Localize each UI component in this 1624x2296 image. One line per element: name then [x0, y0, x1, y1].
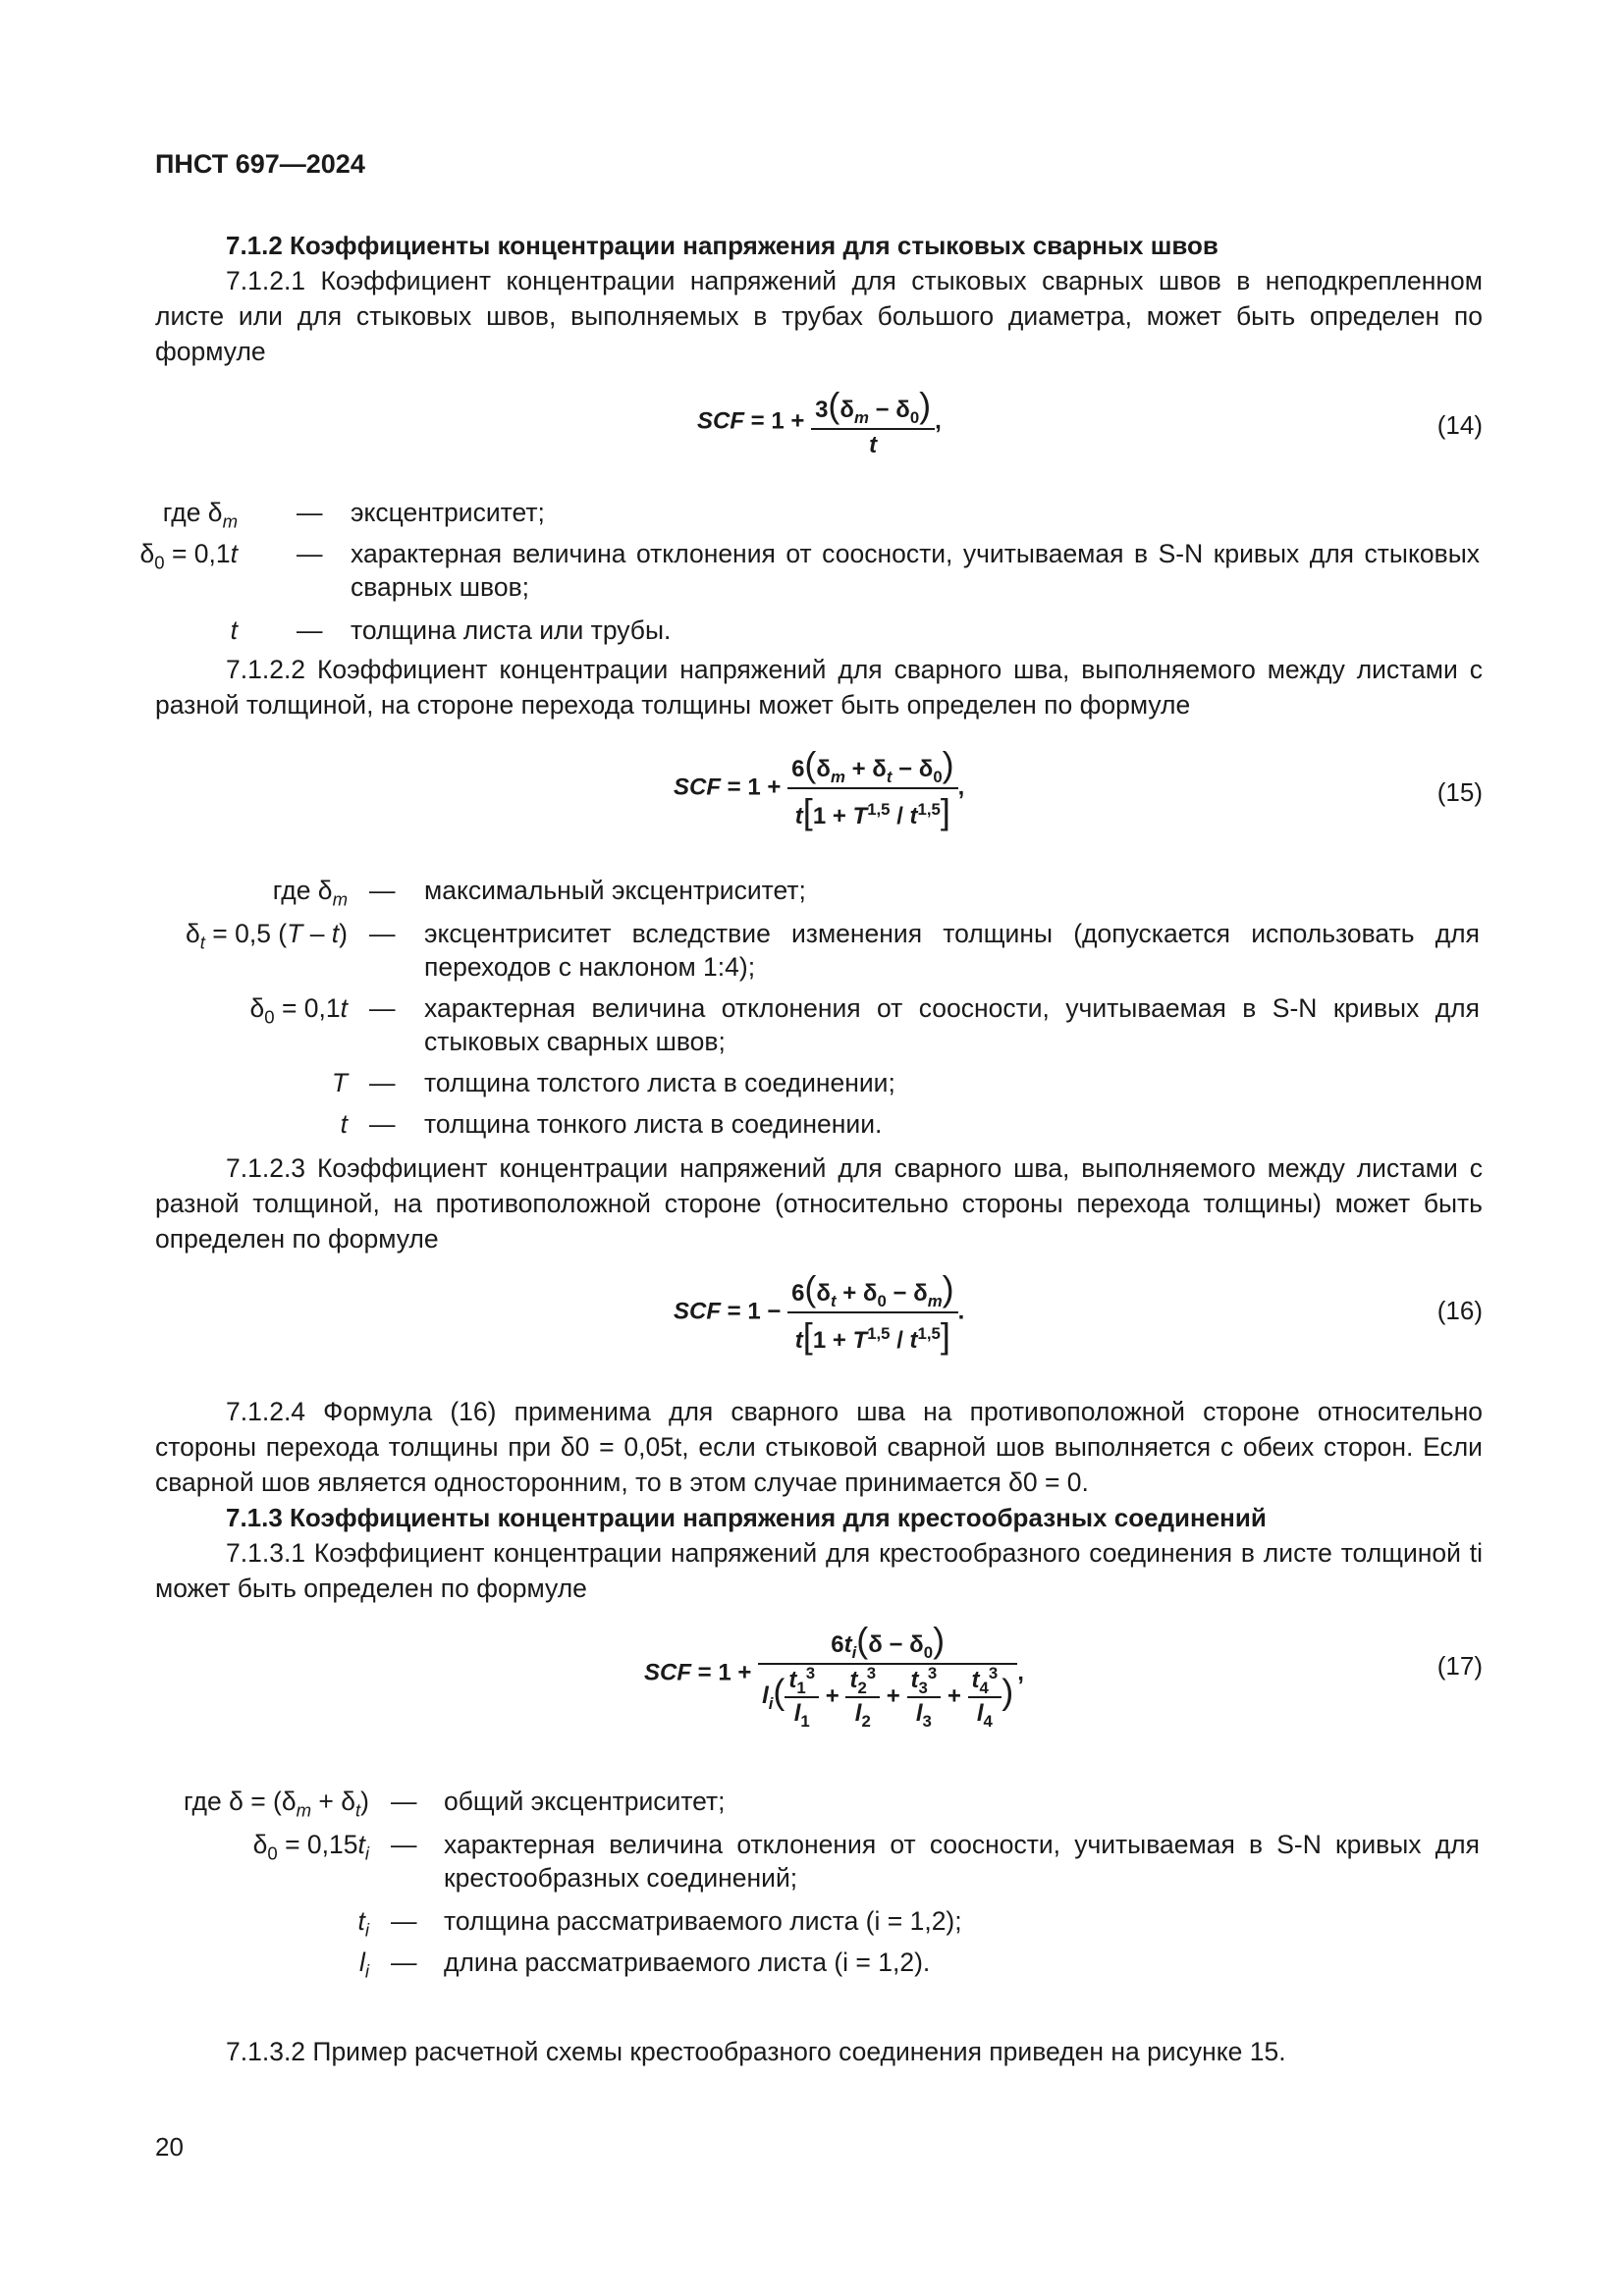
legend-symbol: t [340, 1109, 348, 1139]
equation-number-16: (16) [1436, 1296, 1483, 1325]
legend-symbol: $\delta_t = 0,5$ (T – t) [185, 919, 348, 953]
formula-17: SCF = 1 + $6t_i(\delta - \delta_0)$ $l_i$( $\frac{t_1^3}{l_1}$ + $\frac{t_2^3}{l_2}$ + $\frac{t_3^3}{l_3}$ + $\frac{t_4^3}{l_4}$ ) , [644, 1620, 1024, 1731]
legend-14: где $\delta_m$ — эксцентриситет; $\delta_0 = 0,1t$ — характерная величина отклонения от соосности, учитываемая в S-N кривых для стыковых сварных швов; t — толщина листа или трубы. [139, 498, 1480, 645]
paragraph-7-1-3-2-block [155, 2034, 1483, 2069]
legend-definition: характерная величина отклонения от соосности, учитываемая в S-N кривых для стыковых сварных швов; [424, 993, 1480, 1056]
paragraph-7-1-3-1: 7.1.3.1 Коэффициент концентрации напряжений для крестообразного соединения в листе толщиной ti может быть определен по формуле [155, 1538, 1483, 1603]
legend-definition: характерная величина отклонения от соосности, учитываемая в S-N кривых для стыковых сварных швов; [351, 539, 1480, 602]
section-heading-7-1-2: 7.1.2 Коэффициенты концентрации напряжения для стыковых сварных швов [226, 231, 1218, 260]
legend-symbol: $\delta_0 = 0,1t$ [139, 539, 238, 573]
paragraph-7-1-2-3: 7.1.2.3 Коэффициент концентрации напряжений для сварного шва, выполняемого между листами с разной толщиной, на противоположной стороне (относительно стороны перехода толщины) может быть определен по формуле [155, 1153, 1483, 1254]
legend-symbol: где $\delta_m$ [162, 498, 238, 532]
legend-symbol: $\delta_0 = 0,15t_i$ [252, 1830, 369, 1864]
formula-16: SCF = 1 − $\frac{6(\delta_t + \delta_0 - \delta_m)}{t[1 + T^{1,5} / t^{1,5}]}$ . [674, 1268, 965, 1356]
document-code: ПНСТ 697—2024 [155, 149, 365, 179]
legend-definition: длина рассматриваемого листа (i = 1,2). [444, 1948, 931, 1977]
legend-symbol: $\delta_0 = 0,1t$ [249, 993, 348, 1028]
legend-symbol: где $\delta = (\delta_m + \delta_t)$ [184, 1787, 369, 1821]
paragraph-7-1-2-2: 7.1.2.2 Коэффициент концентрации напряжений для сварного шва, выполняемого между листами с разной толщиной, на стороне перехода толщины может быть определен по формуле [155, 655, 1483, 720]
section-7-1-2 [155, 228, 1483, 369]
equation-number-17: (17) [1436, 1651, 1483, 1681]
paragraph-7-1-2-3-block [155, 1150, 1483, 1256]
formula-14: SCF = 1 + $\frac{3(\delta_m - \delta_0)}{t}$ , [697, 385, 942, 458]
legend-definition: эксцентриситет; [351, 498, 545, 527]
legend-definition: максимальный эксцентриситет; [424, 876, 806, 905]
legend-15: где $\delta_m$ — максимальный эксцентриситет; $\delta_t = 0,5$ (T – t) — эксцентриситет вследствие изменения толщины (допускается использовать для переходов с наклоном 1:4); $\delta_0 = 0,1t$ — характерная величина отклонения от соосности, учитываемая в S-N кривых для стыковых сварных швов; T — толщина толстого листа в соединении; t — толщина тонкого листа в соединении. [185, 876, 1480, 1139]
section-7-1-3 [155, 1394, 1483, 1606]
legend-definition: толщина тонкого листа в соединении. [424, 1109, 883, 1139]
paragraph-7-1-2-1: 7.1.2.1 Коэффициент концентрации напряжений для стыковых сварных швов в неподкрепленном листе или для стыковых швов, выполняемых в трубах большого диаметра, может быть определен по формуле [155, 266, 1483, 366]
paragraph-7-1-2-4: 7.1.2.4 Формула (16) применима для сварного шва на противоположной стороне относительно стороны перехода толщины при δ0 = 0,05t, если стыковой сварной шов выполняется с обеих сторон. Если сварной шов является односторонним, то в этом случае принимается δ0 = 0. [155, 1397, 1483, 1497]
legend-symbol: t [230, 615, 238, 645]
legend-symbol: T [331, 1068, 348, 1097]
page-number: 20 [155, 2132, 184, 2162]
paragraph-7-1-3-2: 7.1.3.2 Пример расчетной схемы крестообразного соединения приведен на рисунке 15. [226, 2037, 1286, 2066]
legend-definition: эксцентриситет вследствие изменения толщины (допускается использовать для переходов с наклоном 1:4); [424, 919, 1480, 982]
formula-15: SCF = 1 + $\frac{6(\delta_m + \delta_t - \delta_0)}{t[1 + T^{1,5} / t^{1,5}]}$ , [674, 744, 965, 831]
legend-17: где $\delta = (\delta_m + \delta_t)$ — общий эксцентриситет; $\delta_0 = 0,15t_i$ — характерная величина отклонения от соосности, учитываемая в S-N кривых для крестообразных соединений; $t_i$ — толщина рассматриваемого листа (i = 1,2); $l_i$ — длина рассматриваемого листа (i = 1,2). [184, 1787, 1480, 1982]
legend-symbol: где $\delta_m$ [272, 876, 348, 910]
legend-definition: толщина листа или трубы. [351, 615, 672, 645]
section-heading-7-1-3: 7.1.3 Коэффициенты концентрации напряжения для крестообразных соединений [226, 1503, 1267, 1532]
legend-definition: характерная величина отклонения от соосности, учитываемая в S-N кривых для крестообразных соединений; [444, 1830, 1480, 1893]
legend-definition: толщина рассматриваемого листа (i = 1,2); [444, 1906, 962, 1936]
legend-definition: толщина толстого листа в соединении; [424, 1068, 895, 1097]
legend-symbol: $t_i$ [357, 1906, 369, 1941]
paragraph-7-1-2-2-block [155, 652, 1483, 722]
legend-symbol: $l_i$ [358, 1948, 369, 1982]
equation-number-15: (15) [1436, 777, 1483, 807]
legend-definition: общий эксцентриситет; [444, 1787, 726, 1816]
equation-number-14: (14) [1436, 410, 1483, 440]
